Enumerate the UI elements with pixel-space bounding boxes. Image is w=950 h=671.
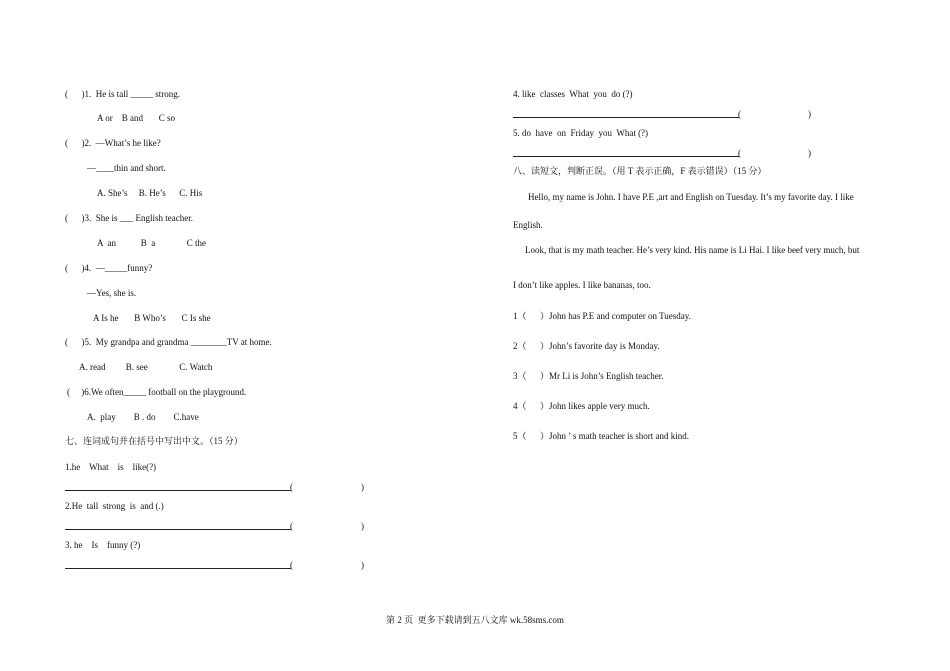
q4-stem: ( )4. —_____funny?: [65, 263, 153, 273]
sentence-4-answer-rule: [513, 117, 739, 118]
sentence-5-words: 5. do have on Friday you What (?): [513, 128, 649, 138]
sentence-2-paren-open: (: [290, 521, 293, 531]
q2-stem: ( )2. —What’s he like?: [65, 138, 161, 148]
sentence-1-paren-close: ): [361, 482, 364, 492]
sentence-3-paren-open: (: [290, 560, 293, 570]
q1-options: A or B and C so: [97, 113, 176, 123]
q5-options: A. read B. see C. Watch: [79, 362, 213, 372]
judgement-4: 4（ ）John likes apple very much.: [513, 401, 650, 411]
q3-stem: ( )3. She is ___ English teacher.: [65, 213, 193, 223]
q2-answer-line: —____thin and short.: [87, 163, 166, 173]
q5-stem: ( )5. My grandpa and grandma ________TV at home.: [65, 337, 272, 347]
section7-title: 七、连词成句并在括号中写出中文。（15 分）: [65, 436, 243, 446]
sentence-4-words: 4. like classes What you do (?): [513, 89, 633, 99]
page-footer: 第 2 页 更多下载请到五八文库 wk.58sms.com: [386, 615, 564, 625]
judgement-2: 2（ ）John’s favorite day is Monday.: [513, 341, 660, 351]
section8-title: 八、读短文，判断正误。（用 T 表示正确，F 表示错误）（15 分）: [513, 166, 767, 176]
q2-options: A. She’s B. He’s C. His: [97, 188, 203, 198]
passage-line-2: English.: [513, 220, 543, 230]
passage-line-3: Look, that is my math teacher. He’s very kind. His name is Li Hai. I like beef very much, but: [525, 245, 860, 255]
q6-options: A. play B . do C.have: [87, 412, 199, 422]
sentence-4-paren-close: ): [808, 109, 811, 119]
sentence-1-words: 1.he What is like(?): [65, 462, 157, 472]
q4-answer-line: —Yes, she is.: [87, 288, 137, 298]
sentence-5-paren-close: ): [808, 148, 811, 158]
sentence-5-paren-open: (: [738, 148, 741, 158]
judgement-5: 5（ ）John ’ s math teacher is short and kind.: [513, 431, 690, 441]
sentence-2-answer-rule: [65, 529, 291, 530]
sentence-4-paren-open: (: [738, 109, 741, 119]
judgement-3: 3（ ）Mr Li is John’s English teacher.: [513, 371, 664, 381]
sentence-5-answer-rule: [513, 156, 739, 157]
passage-line-4: I don’t like apples. I like bananas, too.: [513, 280, 651, 290]
q6-stem: ( )6.We often_____ football on the playground.: [67, 387, 247, 397]
sentence-1-paren-open: (: [290, 482, 293, 492]
sentence-3-answer-rule: [65, 568, 291, 569]
sentence-2-paren-close: ): [361, 521, 364, 531]
q1-stem: ( )1. He is tall _____ strong.: [65, 89, 180, 99]
sentence-2-words: 2.He tall strong is and (.): [65, 501, 164, 511]
sentence-1-answer-rule: [65, 490, 291, 491]
q4-options: A Is he B Who’s C Is she: [93, 313, 211, 323]
sentence-3-words: 3. he Is funny (?): [65, 540, 141, 550]
q3-options: A an B a C the: [97, 238, 206, 248]
sentence-3-paren-close: ): [361, 560, 364, 570]
passage-line-1: Hello, my name is John. I have P.E ,art and English on Tuesday. It’s my favorite day. I like: [528, 192, 854, 202]
judgement-1: 1（ ）John has P.E and computer on Tuesday.: [513, 311, 691, 321]
